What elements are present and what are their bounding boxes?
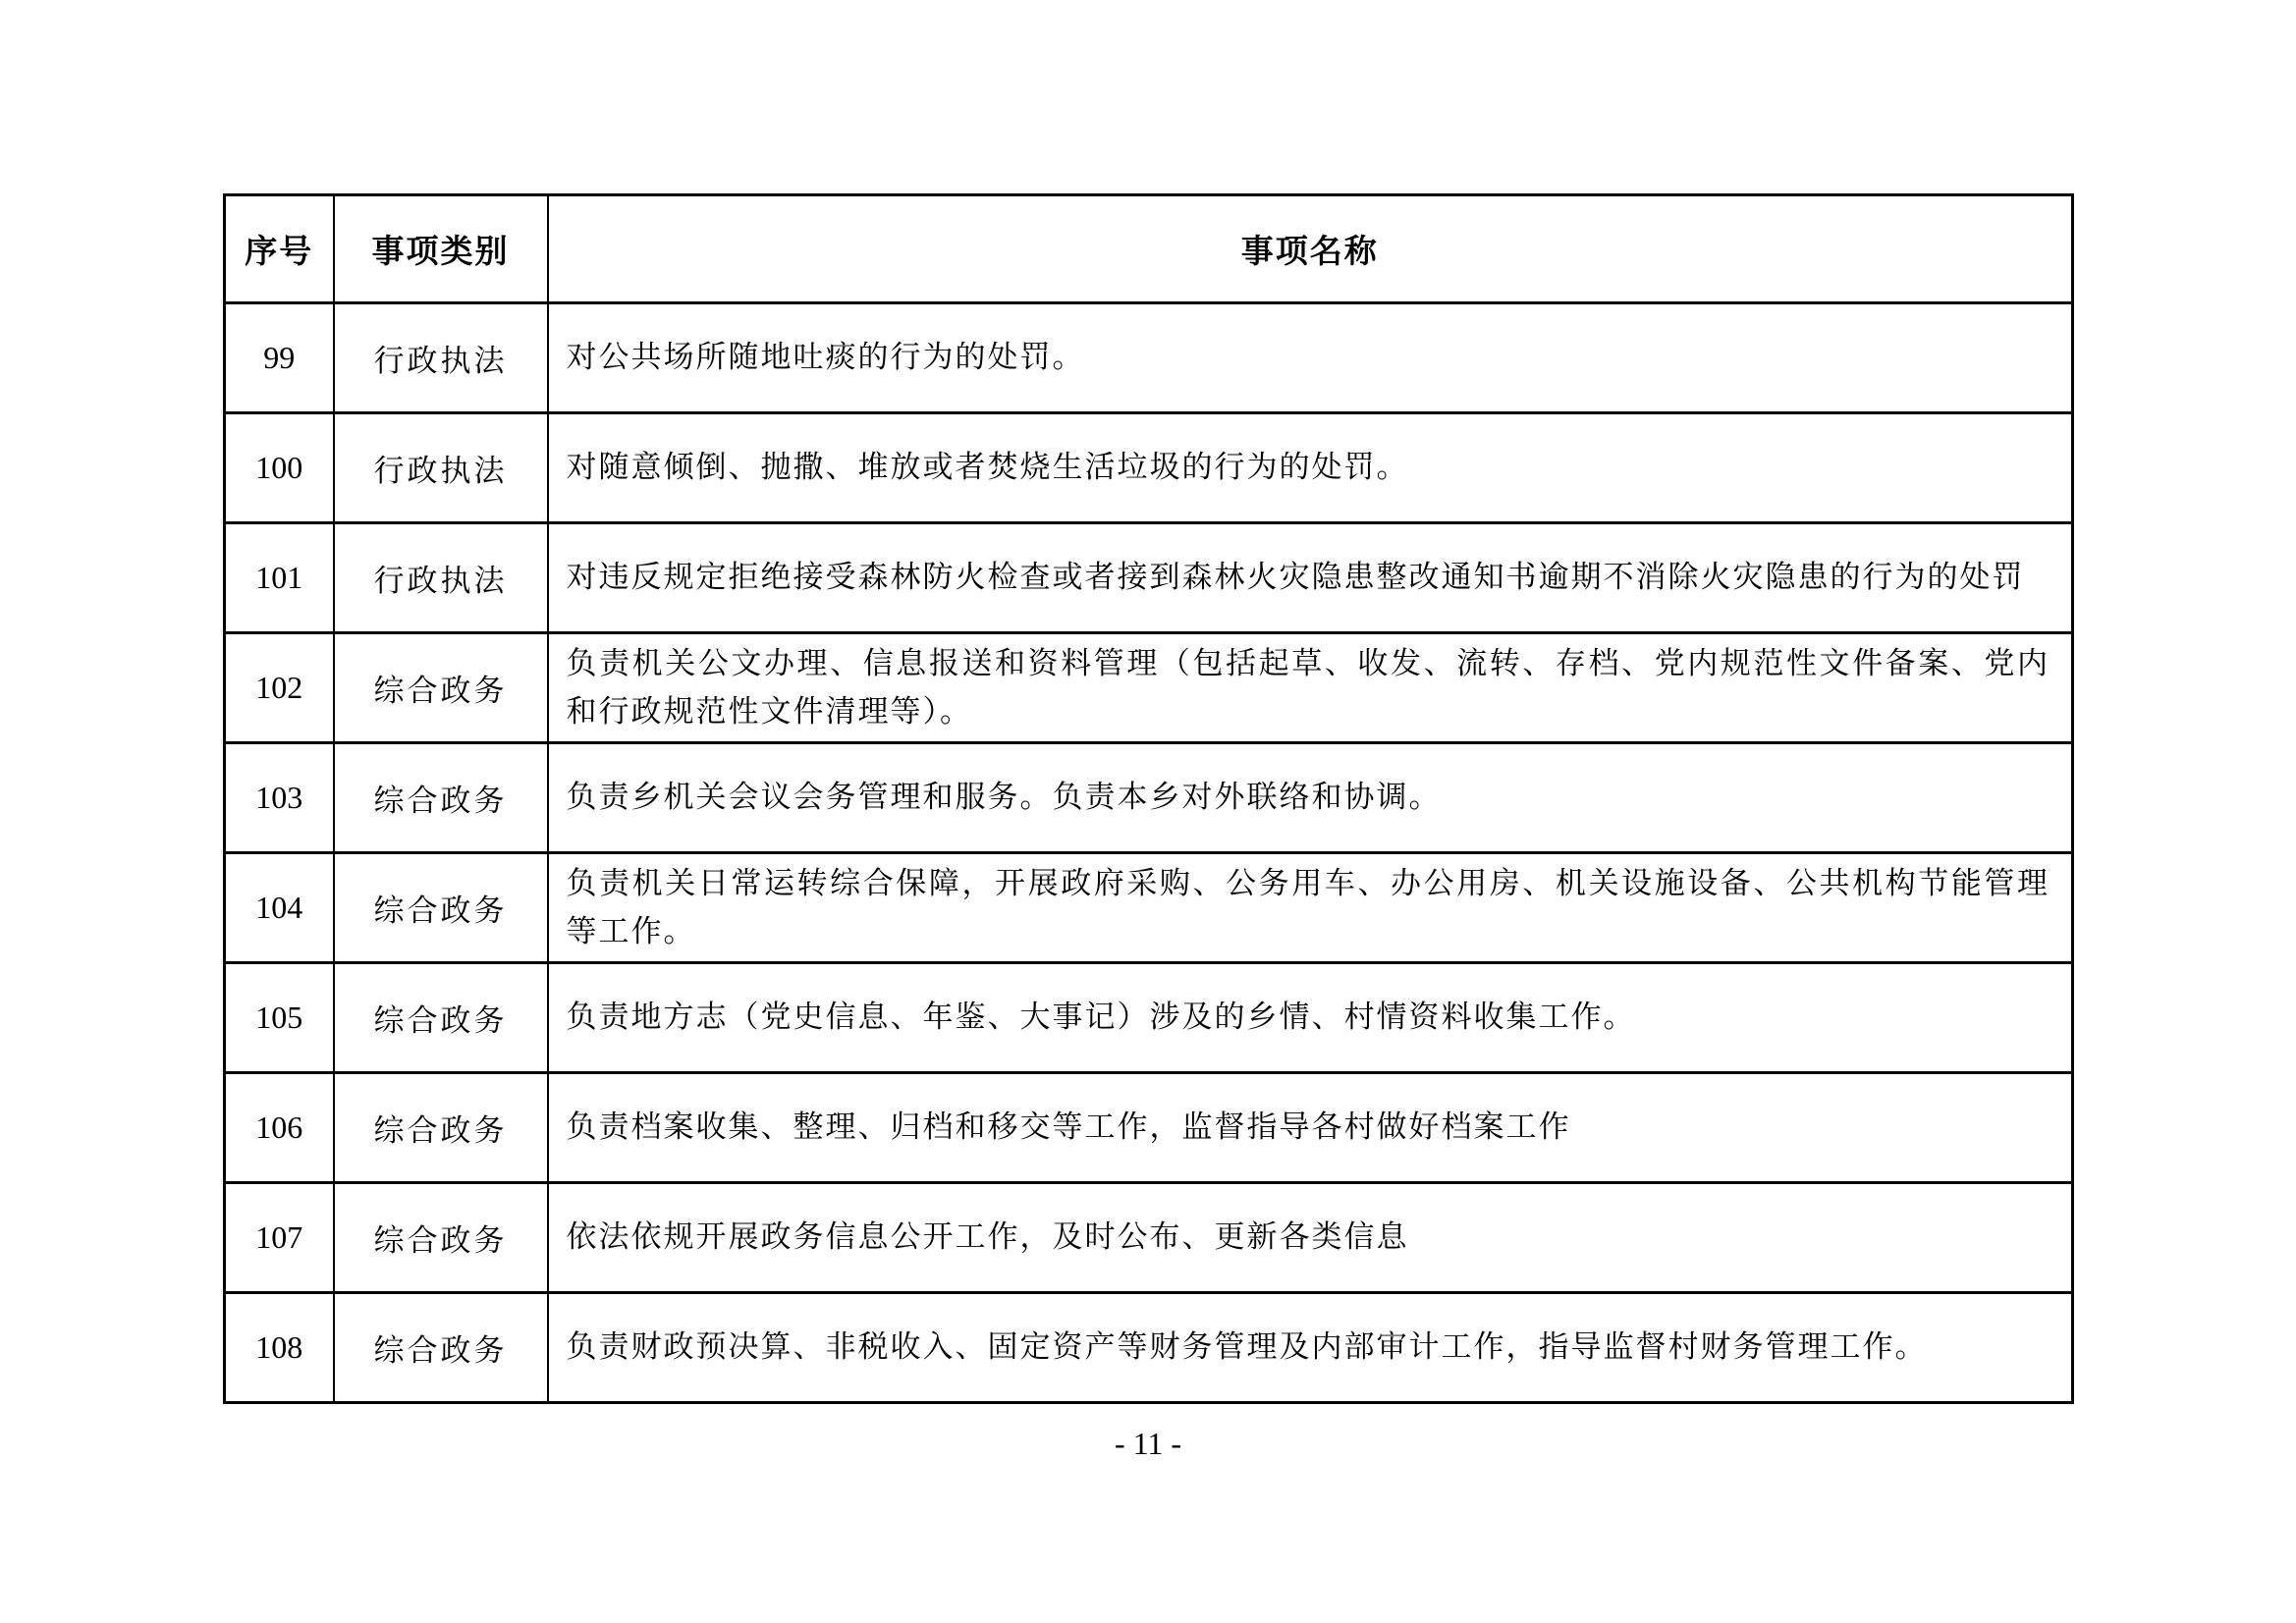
row-index-cell: 99 [225, 303, 334, 413]
col-header-category: 事项类别 [334, 195, 548, 303]
row-name-cell: 负责档案收集、整理、归档和移交等工作，监督指导各村做好档案工作 [548, 1073, 2073, 1183]
row-name-cell: 依法依规开展政务信息公开工作，及时公布、更新各类信息 [548, 1183, 2073, 1293]
row-category-cell: 行政执法 [334, 523, 548, 633]
items-table [223, 193, 2074, 1404]
row-index-cell: 104 [225, 853, 334, 963]
row-index-cell: 100 [225, 413, 334, 523]
table-row [225, 1183, 2073, 1293]
row-name-cell: 对公共场所随地吐痰的行为的处罚。 [548, 303, 2073, 413]
row-category-cell: 综合政务 [334, 1293, 548, 1403]
col-header-index: 序号 [225, 195, 334, 303]
row-category-cell: 综合政务 [334, 633, 548, 743]
table-row [225, 633, 2073, 743]
row-index-cell: 108 [225, 1293, 334, 1403]
table-row [225, 963, 2073, 1073]
row-index-cell: 107 [225, 1183, 334, 1293]
row-category-cell: 行政执法 [334, 303, 548, 413]
row-index-cell: 105 [225, 963, 334, 1073]
table-header-row [225, 195, 2073, 303]
row-name-cell: 负责机关日常运转综合保障，开展政府采购、公务用车、办公用房、机关设施设备、公共机构节能管理等工作。 [548, 853, 2073, 963]
row-index-cell: 101 [225, 523, 334, 633]
col-header-name: 事项名称 [548, 195, 2073, 303]
row-name-cell: 负责乡机关会议会务管理和服务。负责本乡对外联络和协调。 [548, 743, 2073, 853]
row-index-cell: 103 [225, 743, 334, 853]
row-index-cell: 106 [225, 1073, 334, 1183]
row-category-cell: 综合政务 [334, 853, 548, 963]
row-name-cell: 负责机关公文办理、信息报送和资料管理（包括起草、收发、流转、存档、党内规范性文件备案、党内和行政规范性文件清理等）。 [548, 633, 2073, 743]
table-row [225, 413, 2073, 523]
row-index-cell: 102 [225, 633, 334, 743]
row-category-cell: 综合政务 [334, 963, 548, 1073]
row-category-cell: 行政执法 [334, 413, 548, 523]
table-header [225, 195, 2073, 303]
row-category-cell: 综合政务 [334, 743, 548, 853]
row-name-cell: 对随意倾倒、抛撒、堆放或者焚烧生活垃圾的行为的处罚。 [548, 413, 2073, 523]
table-row [225, 523, 2073, 633]
row-name-cell: 对违反规定拒绝接受森林防火检查或者接到森林火灾隐患整改通知书逾期不消除火灾隐患的行为的处罚 [548, 523, 2073, 633]
page-number: - 11 - [1114, 1426, 1182, 1461]
table-row [225, 1073, 2073, 1183]
row-category-cell: 综合政务 [334, 1183, 548, 1293]
table-row [225, 303, 2073, 413]
table-row [225, 1293, 2073, 1403]
table-row [225, 743, 2073, 853]
table-body [225, 303, 2073, 1403]
row-category-cell: 综合政务 [334, 1073, 548, 1183]
row-name-cell: 负责财政预决算、非税收入、固定资产等财务管理及内部审计工作，指导监督村财务管理工作。 [548, 1293, 2073, 1403]
row-name-cell: 负责地方志（党史信息、年鉴、大事记）涉及的乡情、村情资料收集工作。 [548, 963, 2073, 1073]
table-row [225, 853, 2073, 963]
